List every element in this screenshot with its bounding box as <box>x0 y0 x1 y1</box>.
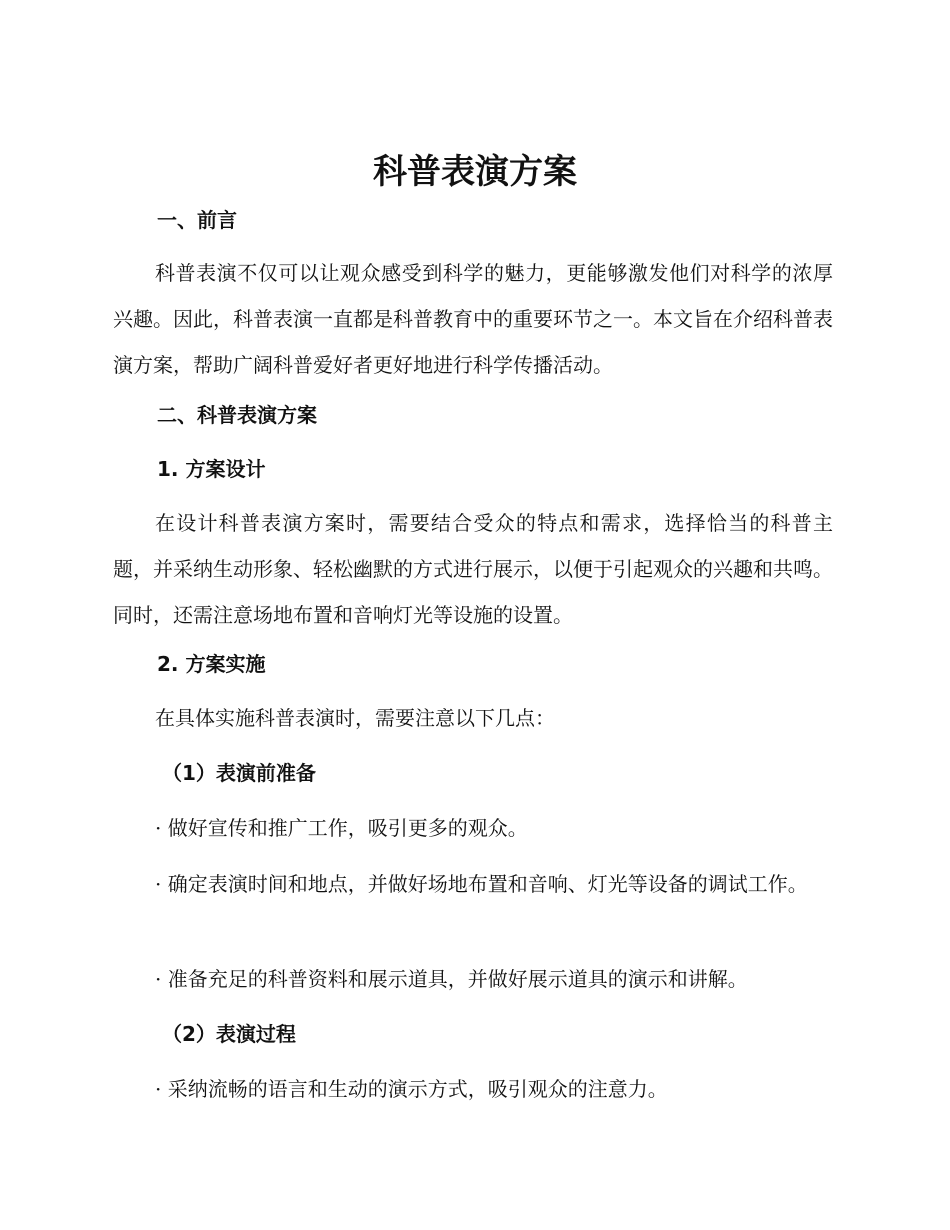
document-title: 科普表演方案 <box>373 152 577 192</box>
section-heading-plan: 二、科普表演方案 <box>157 403 317 427</box>
prep-list-item: · 做好宣传和推广工作，吸引更多的观众。 <box>155 816 528 840</box>
design-paragraph: 在设计科普表演方案时，需要结合受众的特点和需求，选择恰当的科普主题，并采纳生动形象、轻松幽默的方式进行展示，以便于引起观众的兴趣和共鸣。同时，还需注意场地布置和音响灯光等设施的设置。 <box>113 511 833 627</box>
implement-intro-text: 在具体实施科普表演时，需要注意以下几点： <box>155 706 555 730</box>
subsection-heading-prep: （1）表演前准备 <box>162 761 316 785</box>
subsection-heading-process: （2）表演过程 <box>162 1022 296 1046</box>
process-list-item: · 采纳流畅的语言和生动的演示方式，吸引观众的注意力。 <box>155 1077 668 1101</box>
intro-paragraph: 科普表演不仅可以让观众感受到科学的魅力，更能够激发他们对科学的浓厚兴趣。因此，科普表演一直都是科普教育中的重要环节之一。本文旨在介绍科普表演方案，帮助广阔科普爱好者更好地进行科学传播活动。 <box>113 261 833 377</box>
prep-list-item: · 准备充足的科普资料和展示道具，并做好展示道具的演示和讲解。 <box>155 967 748 991</box>
section-heading-intro: 一、前言 <box>157 208 237 232</box>
subsection-heading-implement: 2. 方案实施 <box>157 652 266 676</box>
prep-list-item: · 确定表演时间和地点，并做好场地布置和音响、灯光等设备的调试工作。 <box>155 872 808 896</box>
subsection-heading-design: 1. 方案设计 <box>157 457 266 481</box>
